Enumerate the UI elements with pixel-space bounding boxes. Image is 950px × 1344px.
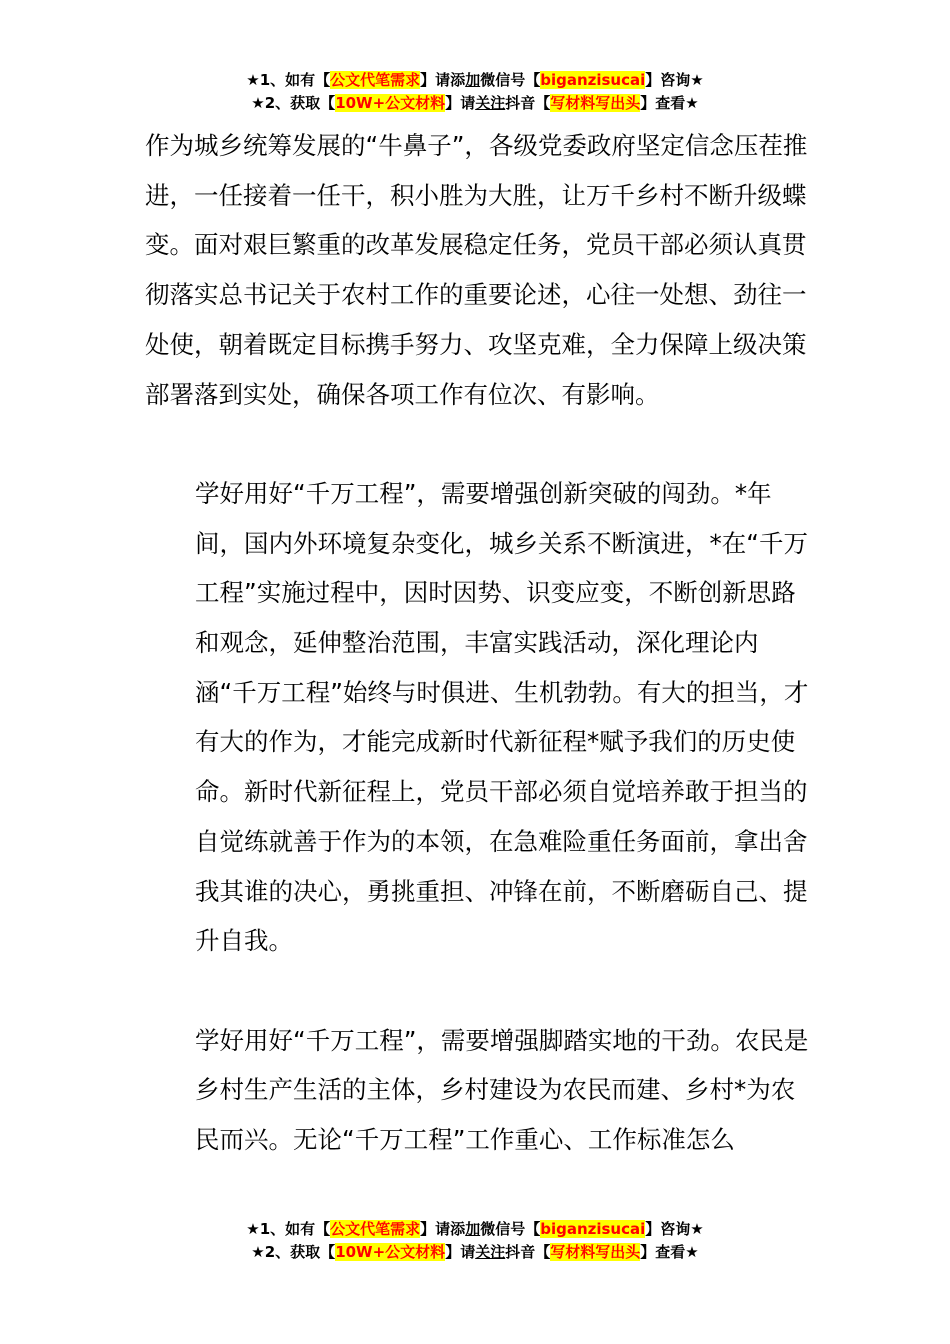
highlight-douyin: 写材料写出头 (550, 94, 641, 112)
highlight-wechat-id: biganzisucai (540, 1220, 646, 1238)
highlight-service: 公文代笔需求 (330, 1220, 421, 1238)
highlight-service: 公文代笔需求 (330, 71, 421, 89)
highlight-douyin: 写材料写出头 (550, 1243, 641, 1261)
highlight-materials: 10W+公文材料 (335, 94, 446, 112)
paragraph-1: 作为城乡统筹发展的“牛鼻子”，各级党委政府坚定信念压茬推进，一任接着一任干，积小胜为大胜，让万千乡村不断升级蝶变。面对艰巨繁重的改革发展稳定任务，党员干部必须认真贯彻落实总书记关于农村工作的重要论述，心往一处想、劲往一处使，朝着既定目标携手努力、攻坚克难，全力保障上级决策部署落到实处，确保各项工作有位次、有影响。 (145, 131, 808, 409)
header-banner (0, 69, 950, 115)
banner-line-1: ★1、如有【公文代笔需求】请添加微信号【biganzisucai】咨询★ (246, 71, 704, 89)
highlight-materials: 10W+公文材料 (335, 1243, 446, 1261)
highlight-wechat-id: biganzisucai (540, 71, 646, 89)
banner-line-2: ★2、获取【10W+公文材料】请关注抖音【写材料写出头】查看★ (251, 1243, 699, 1261)
document-body (145, 121, 815, 1165)
banner-line-1: ★1、如有【公文代笔需求】请添加微信号【biganzisucai】咨询★ (246, 1220, 704, 1238)
banner-line-2: ★2、获取【10W+公文材料】请关注抖音【写材料写出头】查看★ (251, 94, 699, 112)
footer-banner (0, 1218, 950, 1264)
paragraph-3: 学好用好“千万工程”，需要增强脚踏实地的干劲。农民是乡村生产生活的主体，乡村建设为农民而建、乡村*为农民而兴。无论“千万工程”工作重心、工作标准怎么 (195, 1025, 809, 1155)
paragraph-2: 学好用好“千万工程”，需要增强创新突破的闯劲。*年间，国内外环境复杂变化，城乡关系不断演进，*在“千万工程”实施过程中，因时因势、识变应变，不断创新思路和观念，延伸整治范围，丰富实践活动，深化理论内涵“千万工程”始终与时俱进、生机勃勃。有大的担当，才有大的作为，才能完成新时代新征程*赋予我们的历史使命。新时代新征程上，党员干部必须自觉培养敢于担当的自觉练就善于作为的本领，在急难险重任务面前，拿出舍我其谁的决心，勇挑重担、冲锋在前，不断磨砺自己、提升自我。 (195, 478, 809, 956)
